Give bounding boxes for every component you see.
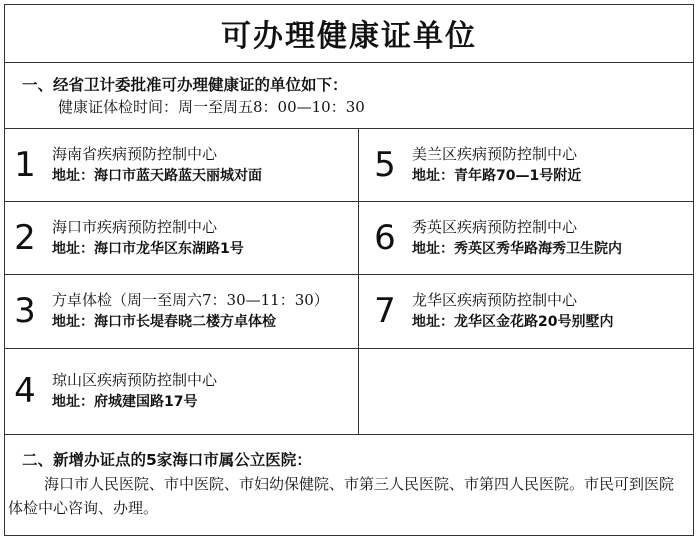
unit-name: 美兰区疾病预防控制中心 — [412, 144, 578, 163]
unit-address: 地址：龙华区金花路20号别墅内 — [412, 314, 614, 330]
unit-number: 6 — [374, 217, 396, 258]
intro-section — [22, 74, 682, 118]
unit-name: 方卓体检（周一至周六7：30—11：30） — [52, 291, 329, 309]
footer-body: 海口市人民医院、市中医院、市妇幼保健院、市第三人民医院、市第四人民医院。市民可到医院体检中心咨询、办理。 — [8, 475, 675, 517]
unit-cell-6 — [370, 201, 622, 274]
unit-address: 地址：海口市蓝天路蓝天丽城对面 — [52, 167, 262, 184]
unit-number: 4 — [14, 371, 36, 411]
unit-address: 地址：海口市龙华区东湖路1号 — [52, 240, 244, 257]
unit-cell-3 — [10, 274, 329, 348]
unit-number: 3 — [14, 291, 36, 331]
unit-address: 地址：秀英区秀华路海秀卫生院内 — [412, 240, 622, 257]
unit-number: 2 — [14, 217, 36, 258]
unit-cell-1 — [10, 128, 262, 201]
divider — [4, 434, 694, 435]
unit-name: 琼山区疾病预防控制中心 — [52, 371, 218, 389]
unit-address: 地址：海口市长堤春晓二楼方卓体检 — [52, 314, 276, 330]
unit-cell-4 — [10, 348, 217, 434]
unit-address: 地址：青年路70—1号附近 — [412, 167, 582, 184]
footer-section — [8, 448, 684, 520]
unit-number: 1 — [14, 144, 36, 185]
unit-cell-5 — [370, 128, 581, 201]
unit-name: 秀英区疾病预防控制中心 — [412, 217, 578, 236]
page-title: 可办理健康证单位 — [221, 19, 477, 54]
unit-cell-7 — [370, 274, 613, 348]
unit-name: 海南省疾病预防控制中心 — [52, 144, 218, 163]
unit-name: 海口市疾病预防控制中心 — [52, 217, 218, 236]
divider — [4, 62, 694, 63]
unit-address: 地址：府城建国路17号 — [52, 394, 198, 410]
unit-cell-2 — [10, 201, 244, 274]
intro-heading: 一、经省卫计委批准可办理健康证的单位如下： — [22, 76, 348, 94]
unit-number: 7 — [374, 291, 396, 331]
unit-name: 龙华区疾病预防控制中心 — [412, 291, 578, 309]
column-divider — [358, 128, 359, 434]
footer-heading: 二、新增办证点的5家海口市属公立医院： — [22, 451, 312, 469]
unit-number: 5 — [374, 144, 396, 185]
exam-hours: 健康证体检时间：周一至周五8：00—10：30 — [58, 98, 365, 116]
